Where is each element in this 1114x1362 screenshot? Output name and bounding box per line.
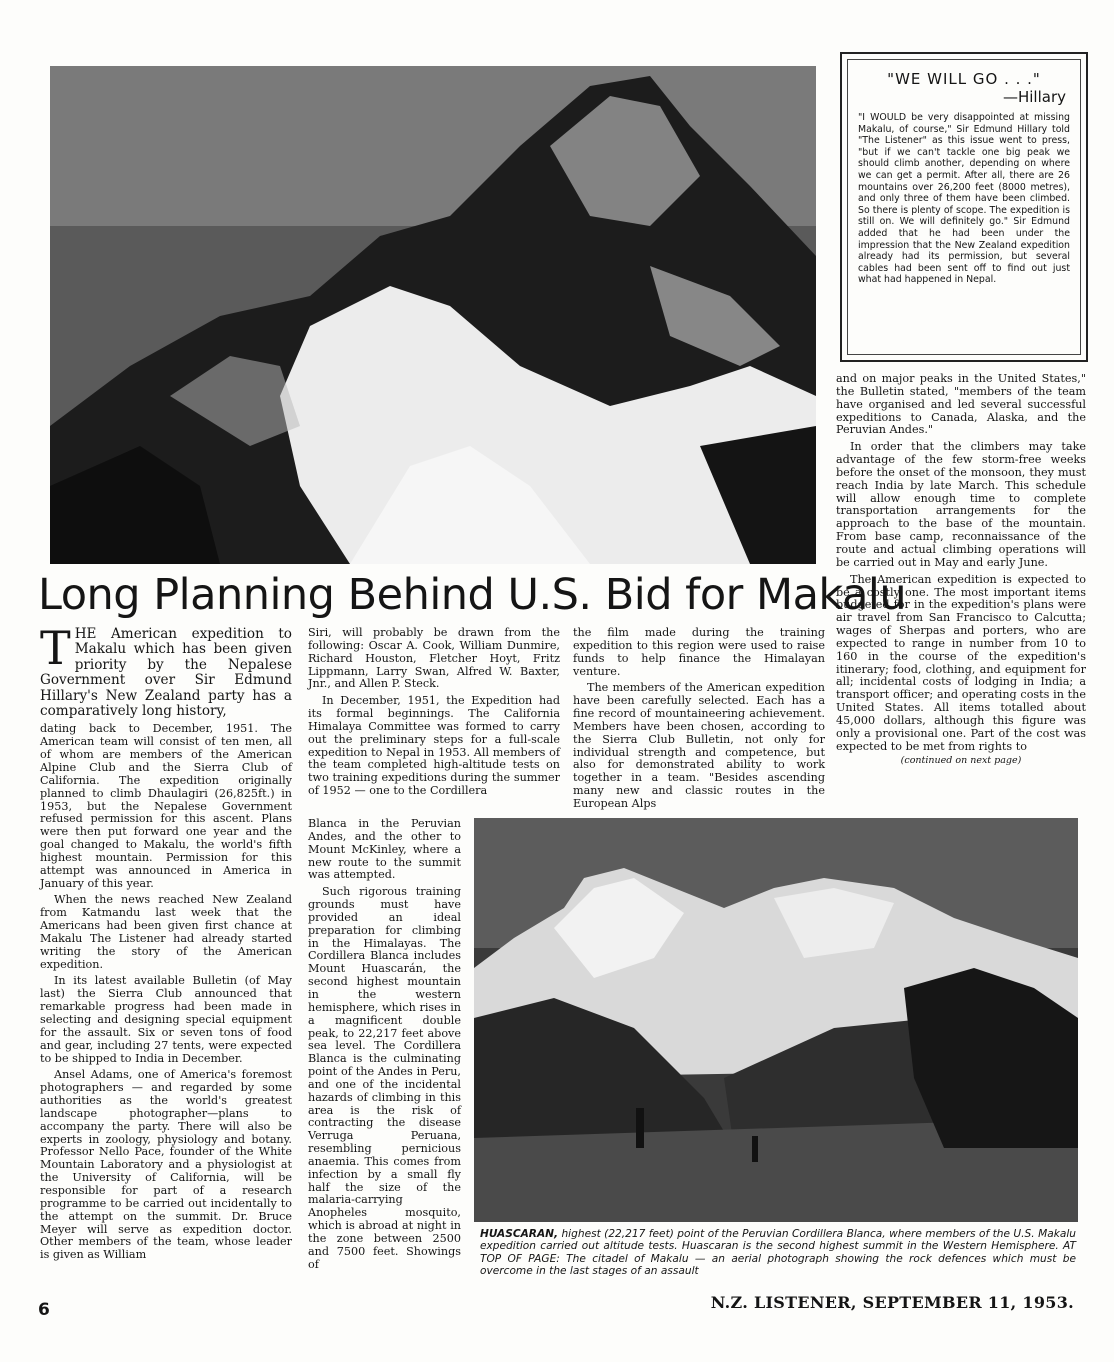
article-column-3 bbox=[573, 627, 825, 811]
lead-paragraph bbox=[40, 621, 292, 720]
paragraph: In its latest available Bulletin (of May last) the Sierra Club announced that remarkable progress had been made in selecting and designing special equipment for the assault. Six or seven tons of food and gear, including 27 tents, were expected to be shipped to India in December. bbox=[40, 974, 292, 1065]
article-column-4 bbox=[836, 373, 1086, 768]
paragraph: the film made during the training expedition to this region were used to raise funds to help finance the Himalayan venture. bbox=[573, 626, 825, 678]
paragraph: Such rigorous training grounds must have provided an ideal preparation for climbing in the Himalayas. The Cordillera Blanca includes Mount Huascarán, the second highest mountain in the western hemisphere, which rises in a magnificent double peak, to 22,217 feet above sea level. The Cordillera Blanca is the culminating point of the Andes in Peru, and one of the incidental hazards of climbing in this area is the risk of contracting the disease Verruga Peruana, resembling pernicious anaemia. This comes from infection by a small fly half the size of the malaria-carrying Anopheles mosquito, which is abroad at night in the zone between 2500 and 7500 feet. Showings of bbox=[308, 885, 461, 1271]
paragraph: Siri, will probably be drawn from the following: Oscar A. Cook, William Dunmire, Richard Houston, Fletcher Hoyt, Fritz Lippmann, Larry Swan, Alfred W. Baxter, Jnr., and Allen P. Steck. bbox=[308, 626, 560, 691]
drop-cap: T bbox=[40, 621, 71, 675]
paragraph: Ansel Adams, one of America's foremost photographers — and regarded by some authorities as the world's greatest landscape photographer—plans to accompany the party. There will also be experts in zoology, physiology and botany. Professor Nello Pace, founder of the White Mountain Laboratory and a physiologist at the University of California, will be responsible for part of a research programme to be carried out incidentally to the attempt on the summit. Dr. Bruce Meyer will serve as expedition doctor. Other members of the team, whose leader is given as William bbox=[40, 1068, 292, 1262]
quote-box-body: "I WOULD be very disappointed at missing Makalu, of course," Sir Edmund Hillary told "The Listener" as this issue went to press, "but if we can't tackle one big peak we should climb another, depending on where we can get a permit. After all, there are 26 mountains over 26,200 feet (8000 metres), and only three of them have been climbed. So there is plenty of scope. The expedition is still on. We will definitely go." Sir Edmund added that he had been under the impression that the New Zealand expedition already had its permission, but several cables had been sent off to find out just what had happened in Nepal. bbox=[858, 112, 1070, 286]
makalu-photo bbox=[50, 66, 816, 564]
paragraph: dating back to December, 1951. The American team will consist of ten men, all of whom are members of the American Alpine Club and the Sierra Club of California. The expedition originally planned to climb Dhaulagiri (26,825ft.) in 1953, but the Nepalese Government refused permission for this ascent. Plans were then put forward one year and the goal changed to Makalu, the world's fifth highest mountain. Permission for this attempt was announced in America in January of this year. bbox=[40, 722, 292, 890]
paragraph: The American expedition is expected to be a costly one. The most important items budgeted for in the expedition's plans were air travel from San Francisco to Calcutta; wages of Sherpas and porters, who are expected to range in number from 10 to 160 in the course of the expedition's itinerary; food, clothing, and equipment for all; incidental costs of lodging in India; a transport officer; and operating costs in the United States. All items totalled about 45,000 dollars, although this figure was only a provisional one. Part of the cost was expected to be met from rights to bbox=[836, 572, 1086, 753]
caption-lead: HUASCARAN, bbox=[480, 1228, 559, 1240]
quote-box-title: "WE WILL GO . . ." bbox=[887, 70, 1041, 88]
page-number: 6 bbox=[38, 1300, 50, 1320]
huascaran-photo bbox=[474, 818, 1078, 1222]
hillary-quote-box bbox=[840, 52, 1088, 362]
paragraph: Blanca in the Peruvian Andes, and the other to Mount McKinley, where a new route to the summit was attempted. bbox=[308, 817, 461, 882]
page-title: Long Planning Behind U.S. Bid for Makalu bbox=[38, 570, 907, 620]
continued-note: (continued on next page) bbox=[900, 755, 1022, 767]
lead-text: HE American expedition to Makalu which has been given priority by the Nepalese Government over Sir Edmund Hillary's New Zealand party has a comparatively long history, bbox=[40, 626, 292, 720]
quote-box-author: —Hillary bbox=[1002, 88, 1066, 106]
paragraph: and on major peaks in the United States," the Bulletin stated, "members of the team have organised and led several successful expeditions to Canada, Alaska, and the Peruvian Andes." bbox=[836, 372, 1086, 437]
article-column-2 bbox=[308, 627, 560, 798]
paragraph: The members of the American expedition have been carefully selected. Each has a fine record of mountaineering achievement. Members have been chosen, according to the Sierra Club Bulletin, not only for individual strength and competence, but also for demonstrated ability to work together in a team. "Besides ascending many new and classic routes in the European Alps bbox=[573, 681, 825, 810]
article-column-1 bbox=[40, 621, 292, 1262]
photo-caption bbox=[480, 1228, 1076, 1278]
article-column-2-continued bbox=[308, 818, 461, 1272]
publication-masthead: N.Z. LISTENER, SEPTEMBER 11, 1953. bbox=[710, 1293, 1074, 1312]
paragraph: In December, 1951, the Expedition had its formal beginnings. The California Himalaya Committee was formed to carry out the preliminary steps for a full-scale expedition to Nepal in 1953. All members of the team completed high-altitude tests on two training expeditions during the summer of 1952 — one to the Cordillera bbox=[308, 694, 560, 798]
caption-text: highest (22,217 feet) point of the Peruvian Cordillera Blanca, where members of the U.S. Makalu expedition carried out altitude tests. Huascaran is the second highest summit in the Western Hemisphere. AT TOP OF PAGE: The citadel of Makalu — an aerial photograph showing the rock defences which must be overcome in the last stages of an assault bbox=[480, 1228, 1076, 1278]
paragraph: In order that the climbers may take advantage of the few storm-free weeks before the onset of the monsoon, they must reach India by late March. This schedule will allow enough time to complete transportation arrangements for the approach to the base of the mountain. From base camp, reconnaissance of the route and actual climbing operations will be carried out in May and early June. bbox=[836, 440, 1086, 569]
paragraph: When the news reached New Zealand from Katmandu last week that the Americans had been given first chance at Makalu The Listener had already started writing the story of the American expedition. bbox=[40, 893, 292, 971]
